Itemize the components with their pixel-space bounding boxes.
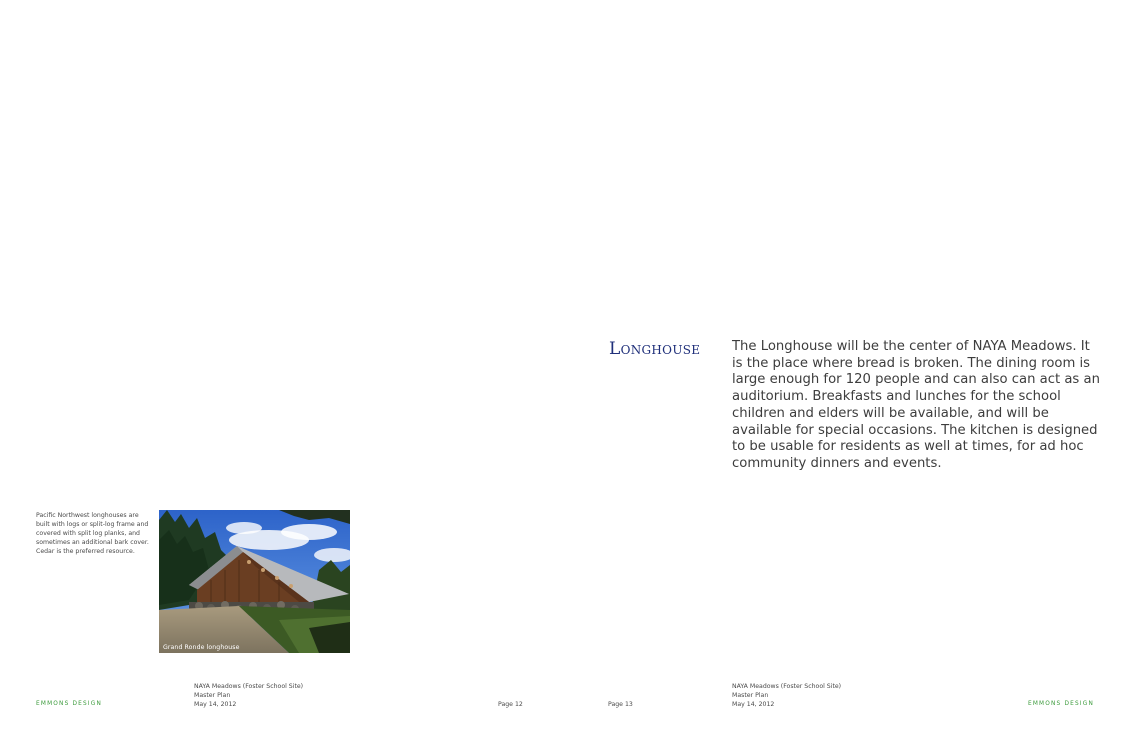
footer-meta-right [732,683,841,709]
footer-project: NAYA Meadows (Foster School Site) [194,683,304,690]
page-number-right: Page 13 [608,701,633,708]
side-caption: Pacific Northwest longhouses are built with logs or split-log frame and covered with split log planks, and sometimes an additional bark cover. Cedar is the preferred resource. [36,512,149,555]
brand-logo-left: EMMONS DESIGN [36,701,103,707]
brand-logo-right: EMMONS DESIGN [1027,701,1094,707]
footer-meta-left [194,683,303,709]
footer-project: NAYA Meadows (Foster School Site) [732,683,842,690]
footer-doc-type: Master Plan [732,691,769,699]
longhouse-photo [159,510,350,653]
footer-doc-type: Master Plan [194,691,231,699]
right-page [564,0,1128,741]
page-number-left: Page 12 [498,701,523,708]
body-paragraph: The Longhouse will be the center of NAYA Meadows. It is the place where bread is broken. The dining room is large enough for 120 people and can also can act as an auditorium. Breakfasts and lunches for the school children and elders will be available, and will be available for special occasions. The kitchen is designed to be usable for residents as well at times, for ad hoc community dinners and events. [732,339,1100,471]
section-title: Longhouse [609,339,701,359]
footer-date: May 14, 2012 [732,700,775,708]
photo-caption: Grand Ronde longhouse [163,644,240,651]
longhouse-photo-image [159,510,350,653]
footer-date: May 14, 2012 [194,700,237,708]
